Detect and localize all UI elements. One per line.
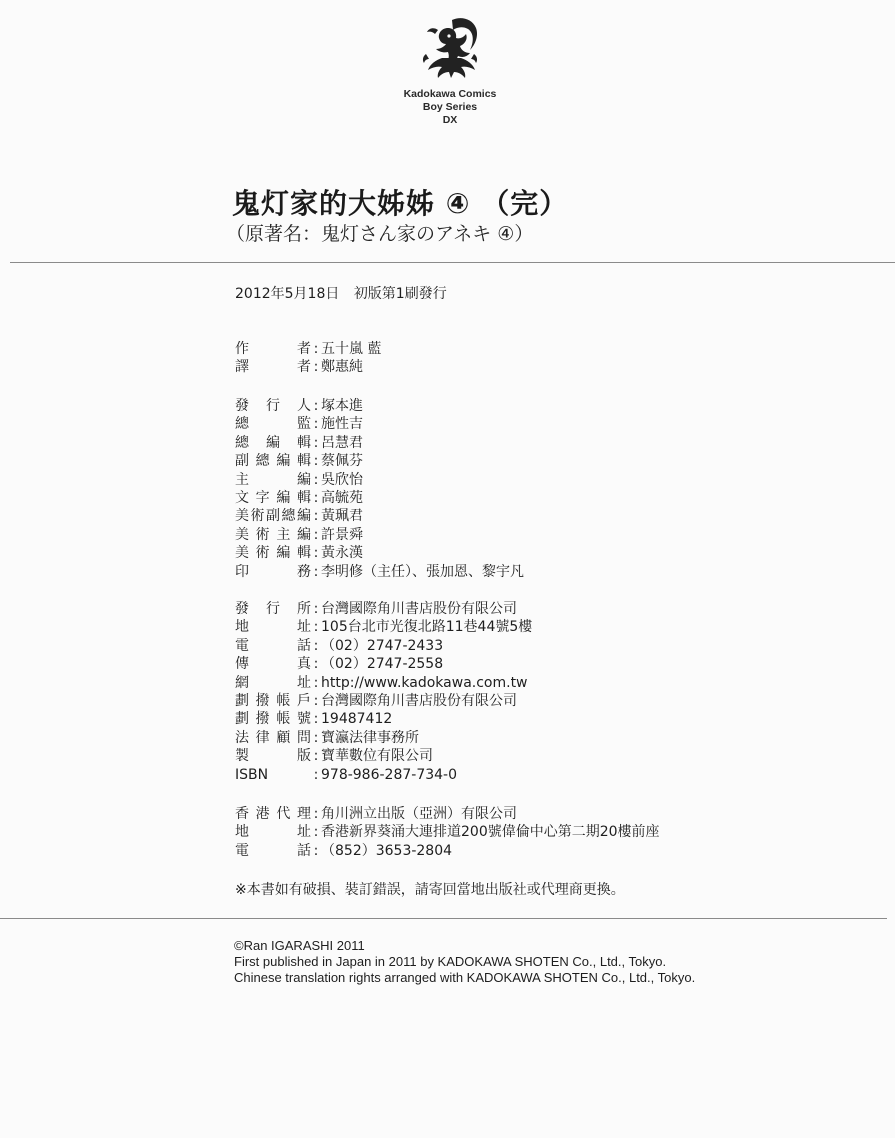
credit-row: 作者 : 五十嵐 藍 — [235, 341, 382, 357]
credit-value: 李明修（主任）、張加恩、黎宇凡 — [321, 563, 524, 580]
credit-label: 文字編輯 — [235, 490, 311, 507]
credit-value: （852）3653-2804 — [321, 842, 453, 859]
credit-row: 法律顧問 : 寶瀛法律事務所 — [235, 729, 419, 746]
credit-label: 發行人 — [235, 398, 311, 414]
credit-row: 地址 : 香港新界葵涌大連排道200號偉倫中心第二期20樓前座 — [235, 824, 660, 841]
publisher-credits — [235, 600, 532, 784]
credit-label: 美術編輯 — [235, 545, 311, 562]
isbn-value: 978-986-287-734-0 — [321, 766, 458, 783]
logo-line-imprint: Kadokawa Comics — [403, 88, 497, 100]
hong-kong-credits — [235, 805, 660, 860]
credit-row: 總編輯 : 呂慧君 — [235, 434, 363, 451]
credit-value: 19487412 — [321, 711, 393, 728]
credit-row: ISBN : 978-986-287-734-0 — [235, 766, 458, 783]
credit-value: 黃永漢 — [321, 545, 363, 562]
first-published-line: First published in Japan in 2011 by KADOKAWA SHOTEN Co., Ltd., Tokyo. — [234, 954, 667, 969]
logo-line-dx: DX — [442, 114, 458, 126]
credit-label: 傳真 — [235, 656, 311, 673]
credit-value: （02）2747-2433 — [321, 637, 444, 654]
credit-value: 台灣國際角川書店股份有限公司 — [321, 693, 517, 710]
credit-value: 寶瀛法律事務所 — [321, 729, 419, 746]
credit-label: 副總編輯 — [235, 453, 311, 470]
credit-label: 印務 — [235, 563, 311, 580]
credit-row: 美術副總編 : 黃珮君 — [235, 508, 363, 525]
credit-row: 譯者 : 鄭惠純 — [235, 359, 363, 376]
copyright-line: ©Ran IGARASHI 2011 — [234, 938, 365, 953]
credit-value: 105台北市光復北路11巷44號5樓 — [321, 619, 533, 636]
credit-label: 製版 — [235, 748, 311, 765]
credit-value: 塚本進 — [321, 398, 363, 414]
isbn-label: ISBN — [235, 766, 269, 783]
credit-value: 寶華數位有限公司 — [321, 748, 433, 765]
credit-row: 主編 : 吳欣怡 — [235, 471, 363, 488]
credit-value: 蔡佩芬 — [321, 453, 363, 470]
logo-line-series: Boy Series — [422, 101, 478, 113]
credit-value: 吳欣怡 — [321, 471, 363, 488]
credit-label: 電話 — [235, 637, 311, 654]
credit-label: 地址 — [235, 619, 311, 636]
credit-row: 電話 : （852）3653-2804 — [235, 842, 453, 859]
credit-value: 黃珮君 — [321, 508, 363, 525]
title-block — [226, 186, 569, 246]
edition-line — [235, 284, 447, 304]
replacement-notice: ※本書如有破損、裝訂錯誤，請寄回當地出版社或代理商更換。 — [235, 882, 625, 898]
copyright-block — [234, 938, 695, 986]
credit-label: 美術主編 — [235, 526, 311, 543]
credit-row: 印務 : 李明修（主任）、張加恩、黎宇凡 — [235, 563, 524, 580]
credit-label: 劃撥帳戶 — [235, 693, 311, 710]
credit-label: 發行所 — [235, 601, 311, 617]
credit-label: 主編 — [235, 471, 311, 488]
staff-credits — [235, 397, 524, 581]
credit-row: 美術編輯 : 黃永漢 — [235, 545, 363, 562]
credit-row: 總監 : 施性吉 — [235, 416, 363, 433]
credit-row: 劃撥帳號 : 19487412 — [235, 711, 393, 728]
translation-rights-line: Chinese translation rights arranged with KADOKAWA SHOTEN Co., Ltd., Tokyo. — [234, 970, 696, 985]
credit-value: 許景舜 — [321, 526, 363, 543]
publisher-logo — [395, 14, 505, 127]
credit-row: 美術主編 : 許景舜 — [235, 526, 363, 543]
credit-label: 劃撥帳號 — [235, 711, 311, 728]
credit-value: 台灣國際角川書店股份有限公司 — [321, 601, 517, 617]
credit-label: 總監 — [235, 416, 311, 433]
author-credits — [235, 340, 381, 377]
credit-label: 法律顧問 — [235, 729, 311, 746]
credit-row: 網址 : http://www.kadokawa.com.tw — [235, 674, 528, 691]
credit-value: （02）2747-2558 — [321, 656, 444, 673]
credit-value: 高毓苑 — [321, 490, 363, 507]
credit-label: 電話 — [235, 842, 311, 859]
top-divider — [10, 262, 895, 263]
credit-label: 譯者 — [235, 359, 311, 376]
credit-row: 香港代理 : 角川洲立出版（亞洲）有限公司 — [235, 806, 517, 822]
credit-row: 地址 : 105台北市光復北路11巷44號5樓 — [235, 619, 533, 636]
printing-info: 初版第1刷發行 — [353, 286, 447, 302]
bottom-divider — [0, 918, 887, 919]
credit-value: 施性吉 — [321, 416, 363, 433]
credit-label: 美術副總編 — [235, 508, 311, 525]
credit-value: 香港新界葵涌大連排道200號偉倫中心第二期20樓前座 — [321, 824, 660, 841]
credit-value: 五十嵐 藍 — [321, 341, 382, 357]
original-title: （原著名：鬼灯さん家のアネキ ④） — [226, 223, 534, 245]
credit-row: 發行人 : 塚本進 — [235, 398, 363, 414]
credit-row: 文字編輯 : 高毓苑 — [235, 490, 363, 507]
credit-value: 鄭惠純 — [321, 359, 363, 376]
website-link[interactable]: http://www.kadokawa.com.tw — [321, 674, 528, 691]
credit-label: 總編輯 — [235, 434, 311, 451]
credit-label: 網址 — [235, 674, 311, 691]
credit-row: 製版 : 寶華數位有限公司 — [235, 748, 433, 765]
credit-row: 劃撥帳戶 : 台灣國際角川書店股份有限公司 — [235, 693, 517, 710]
credit-label: 香港代理 — [235, 806, 311, 822]
credit-row: 電話 : （02）2747-2433 — [235, 637, 444, 654]
credit-label: 作者 — [235, 341, 311, 357]
book-title: 鬼灯家的大姊姊 ④ （完） — [232, 187, 569, 220]
credit-row: 發行所 : 台灣國際角川書店股份有限公司 — [235, 601, 517, 617]
credit-value: 角川洲立出版（亞洲）有限公司 — [321, 806, 517, 822]
credit-row: 副總編輯 : 蔡佩芬 — [235, 453, 363, 470]
publication-date: 2012年5月18日 — [235, 286, 340, 302]
credit-row: 傳真 : （02）2747-2558 — [235, 656, 444, 673]
phoenix-emblem-icon — [418, 14, 482, 86]
credit-value: 呂慧君 — [321, 434, 363, 451]
credit-label: 地址 — [235, 824, 311, 841]
